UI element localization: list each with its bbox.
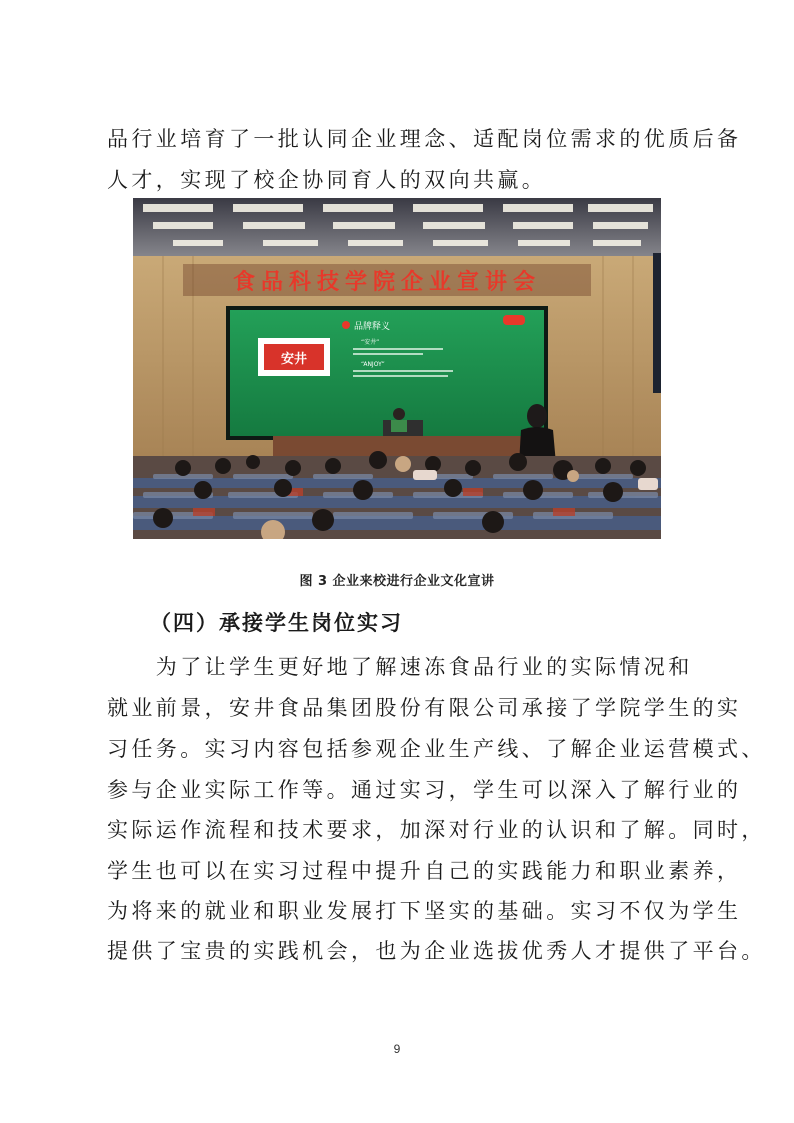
paragraph-line: 为了让学生更好地了解速冻食品行业的实际情况和 — [107, 655, 693, 679]
lecture-hall-illustration — [133, 198, 661, 539]
slide-quote-anjing: “安井” — [361, 339, 380, 346]
slide-quote-anjoy: “ANJOY” — [361, 361, 385, 368]
slide-logo: 安井 — [280, 352, 308, 367]
paragraph-line: 学生也可以在实习过程中提升自己的实践能力和职业素养， — [107, 859, 742, 883]
paragraph-line: 参与企业实际工作等。通过实习，学生可以深入了解行业的 — [107, 778, 742, 802]
banner-text: 食品科技学院企业宣讲会 — [232, 270, 542, 295]
slide-title: 品牌释义 — [354, 322, 391, 332]
paragraph-line: 提供了宝贵的实践机会，也为企业选拔优秀人才提供了平台。 — [107, 939, 766, 963]
presentation-photo — [133, 198, 661, 539]
paragraph-line: 品行业培育了一批认同企业理念、适配岗位需求的优质后备 — [107, 127, 742, 151]
paragraph-line: 就业前景，安井食品集团股份有限公司承接了学院学生的实 — [107, 696, 742, 720]
paragraph-line: 为将来的就业和职业发展打下坚实的基础。实习不仅为学生 — [107, 899, 742, 923]
paragraph-line: 人才，实现了校企协同育人的双向共赢。 — [107, 168, 547, 192]
paragraph-line: 习任务。实习内容包括参观企业生产线、了解企业运营模式、 — [107, 737, 766, 761]
section-heading: （四）承接学生岗位实习 — [150, 611, 403, 635]
page-number: 9 — [393, 1042, 401, 1056]
paragraph-line: 实际运作流程和技术要求，加深对行业的认识和了解。同时， — [107, 818, 766, 842]
figure-caption: 图 3 企业来校进行企业文化宣讲 — [299, 574, 495, 589]
